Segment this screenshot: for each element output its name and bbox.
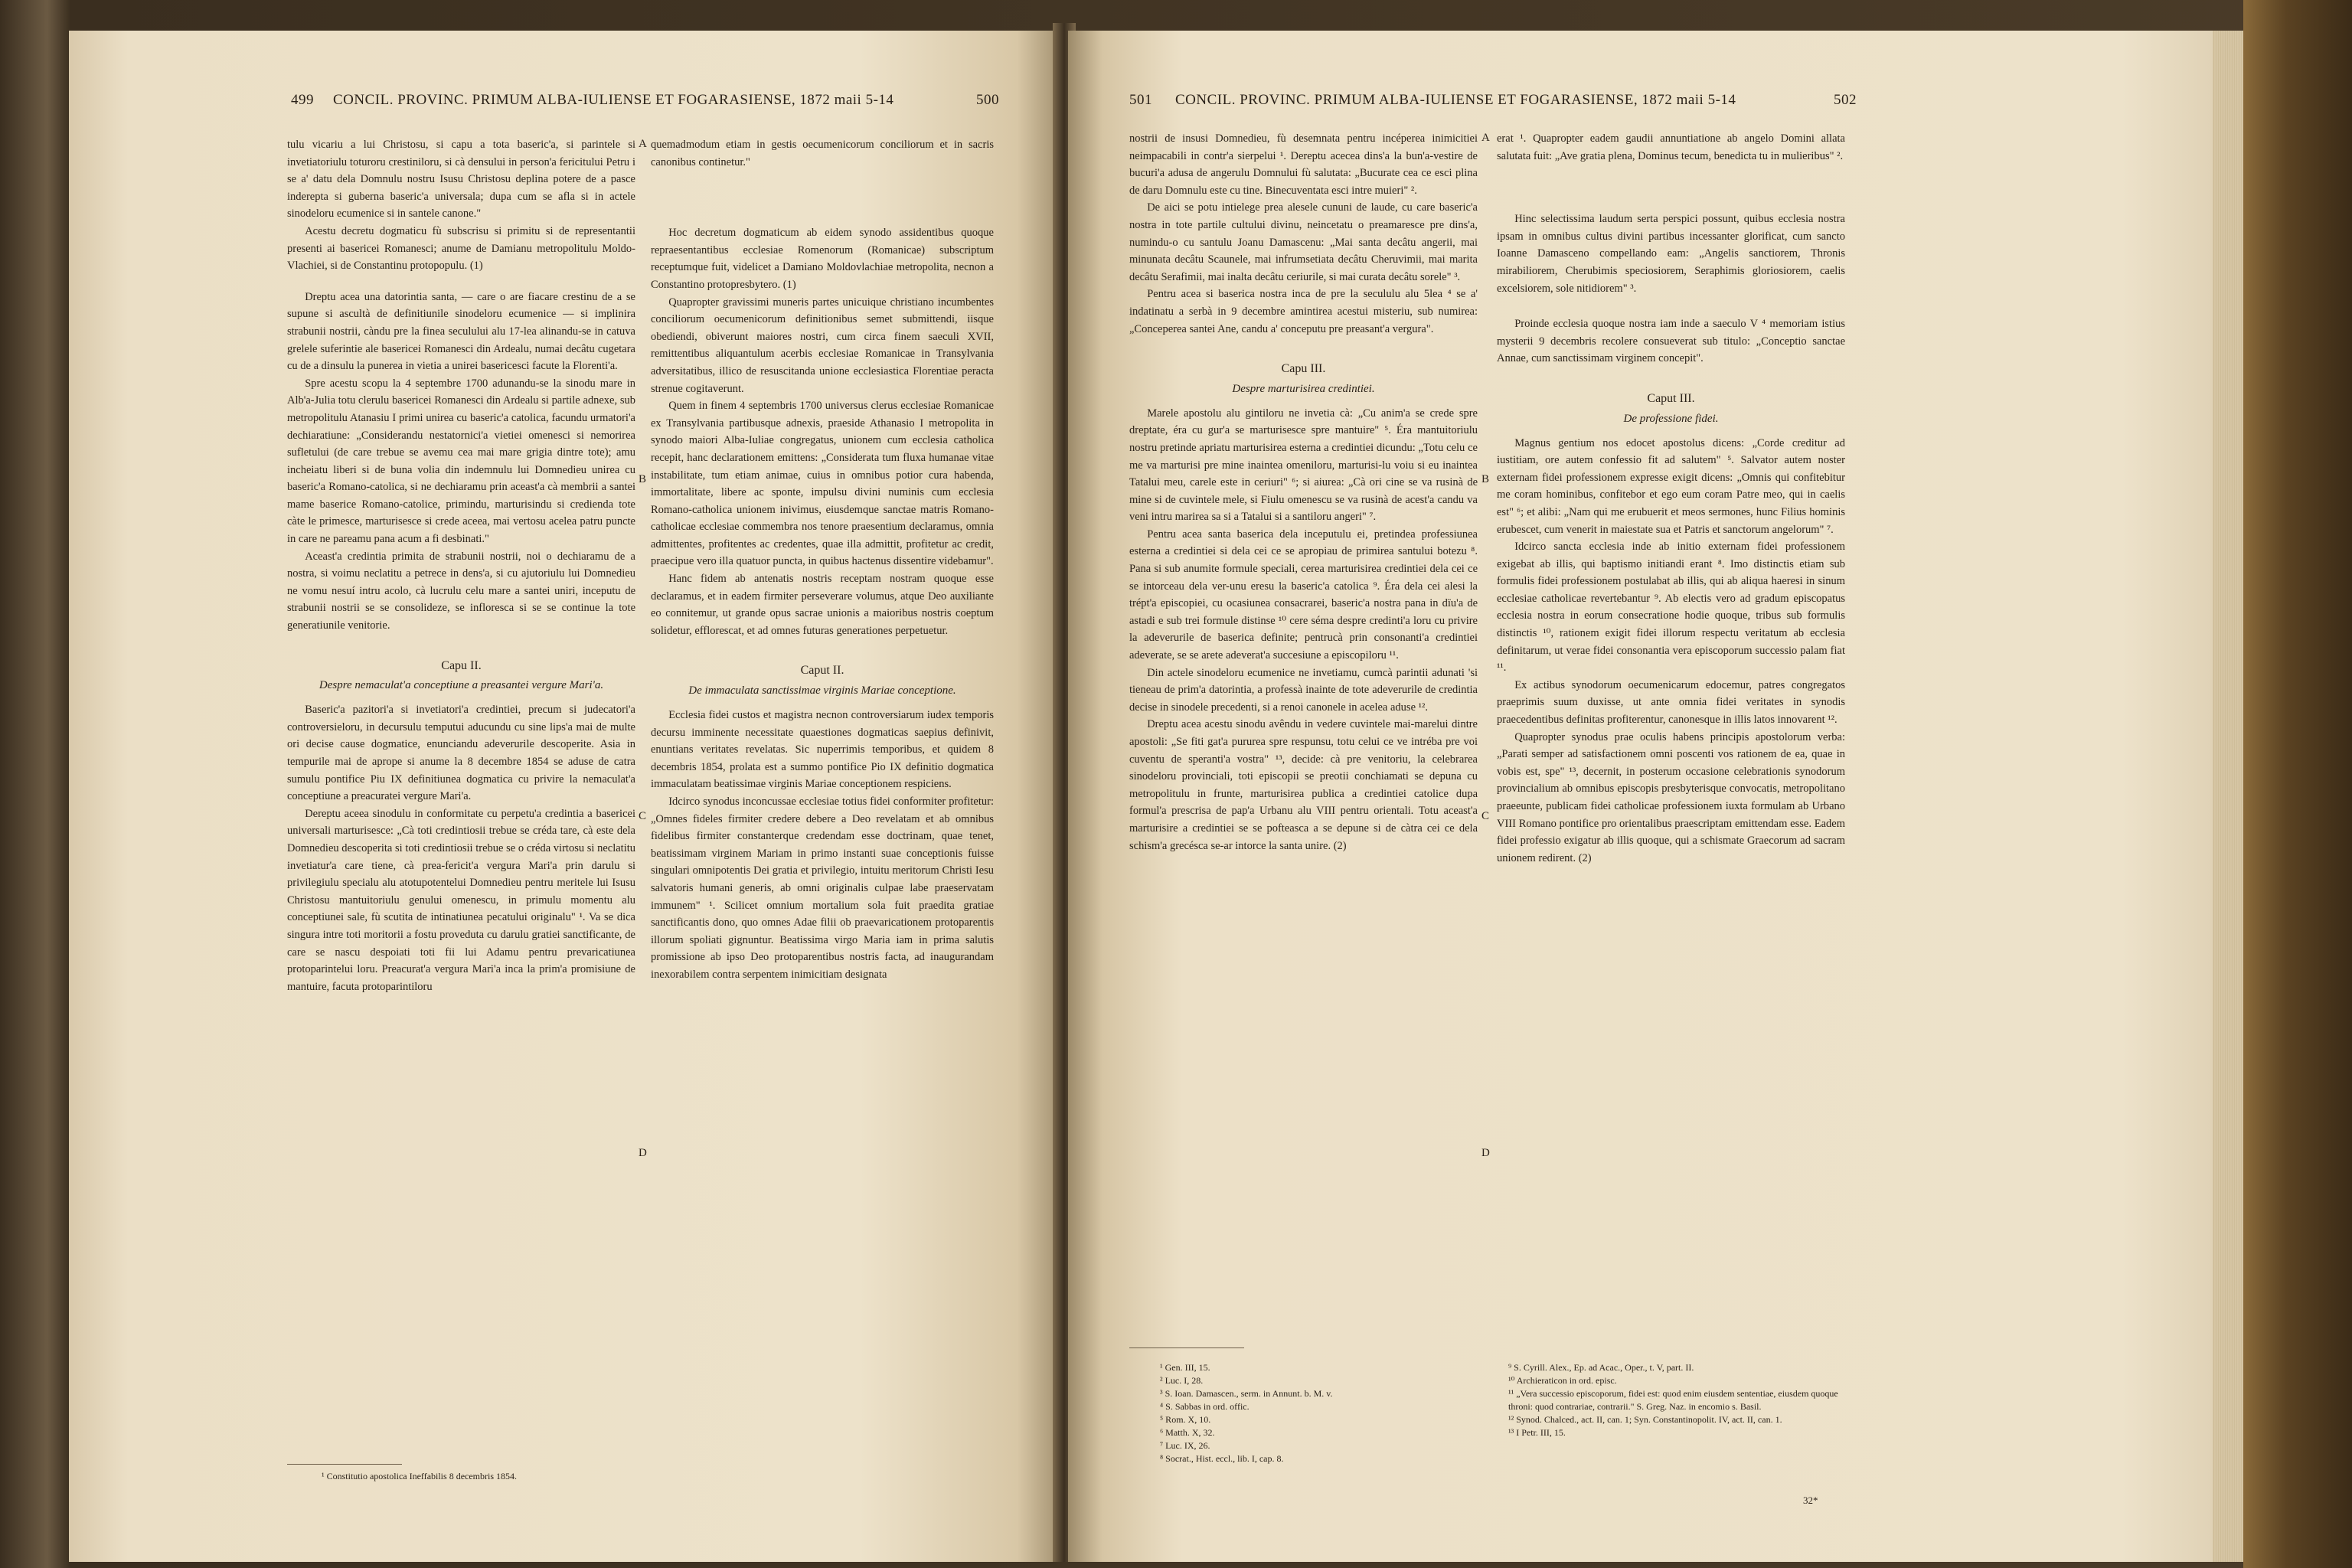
page-number-502: 502	[1834, 92, 1857, 108]
left-page	[69, 31, 1057, 1562]
chapter-subtitle: Despre nemaculat'a conceptiune a preasantei vergure Mari'a.	[318, 679, 604, 692]
footnote: ⁹ S. Cyrill. Alex., Ep. ad Acac., Oper., t. V, part. II.	[1508, 1362, 1694, 1373]
paragraph: Dreptu acea acestu sinodu avêndu in vedere cuvintele mai-marelui dintre apostoli: „Se fiti gat'a pururea spre respunsu, totu celui ce ve intréba pre voi cuventu de speranti'a vostra" ¹³, decide: cà pre venitoriu, la celebrarea sinodeloru provinciali, toti episcopii se preotii conchiamati se depuna cu metropolitulu in frunte, marturisirea publica a credintiei catolice dupa formul'a prescrisa de pap'a Urbanu alu VIII pentru orientali. Totu aceast'a marturisire a credintiei se se pofteasca a se depune si de càtra cei ce dela schism'a grecésca se-ar intorce la santa unire. (2)	[1129, 718, 1478, 852]
left-latin-column	[651, 136, 994, 984]
paragraph: erat ¹. Quapropter eadem gaudii annuntiatione ab angelo Domini allata salutata fuit: „Ave gratia plena, Dominus tecum, benedicta tu in mulieribus" ².	[1497, 132, 1845, 162]
footnote: ⁶ Matth. X, 32.	[1160, 1427, 1215, 1438]
paragraph: Spre acestu scopu la 4 septembre 1700 adunandu-se la sinodu mare in Alb'a-Julia totu clerulu basericei Romanesci din Ardealu si partile adnexe, sub metropolitulu Atanasiu I primi unirea cu baseric'a catolica, facundu urmatori'a dechiaratiune: „Considerandu nestatornici'a vietiei omenesci si nemorirea sufletului (de care trebue se avemu cea mai mare grigia dintre tote); amu incheiatu liberi si de buna volia din indemnulu lui Domnedieu unirea cu baseric'a Romano-catolica, si ne dechiaramu prin aceast'a cà membrii a santei mame baserice Romano-catolice, primindu, marturisindu si credienda tote càte le primesce, marturisesce si crede aceea, mai vertosu acelea patru puncte in care ne pareamu pana acum a fi desbinati."	[287, 377, 635, 546]
footnote: ¹⁰ Archieraticon in ord. episc.	[1508, 1375, 1617, 1386]
margin-marker-c: C	[639, 810, 647, 822]
running-title: CONCIL. PROVINC. PRIMUM ALBA-IULIENSE ET FOGARASIENSE, 1872 maii 5-14	[333, 92, 894, 108]
footnote: ¹ Constitutio apostolica Ineffabilis 8 decembris 1854.	[322, 1471, 517, 1481]
paragraph: Pentru acea si baserica nostra inca de pre la secululu alu 5lea ⁴ se a' indatinatu a serbà in 9 decembre amintirea acestui misteriu, sub numirea: „Conceperea santei Ane, candu a' conceputu pre preasant'a vergura".	[1129, 288, 1478, 335]
paragraph: Ecclesia fidei custos et magistra necnon controversiarum iudex temporis decursu imminente necessitate quaestiones dogmaticas saepius definivit, enuntians veritates revelatas. Sic nuperrimis temporibus, et quidem 8 decembris 1854, prolata est a summo pontifice Pio IX definitio dogmatica immaculatam beatissimae virginis Mariae conceptionem respiciens.	[651, 709, 994, 791]
footnote: ⁵ Rom. X, 10.	[1160, 1414, 1211, 1425]
chapter-title: Capu III.	[1281, 362, 1326, 376]
footnote: ¹¹ „Vera successio episcoporum, fidei est: quod enim eiusdem sententiae, eiusdem quoque throni: quod contrariae, contrarii." S. Greg. Naz. in encomio s. Basil.	[1508, 1388, 1838, 1412]
footnote: ⁸ Socrat., Hist. eccl., lib. I, cap. 8.	[1160, 1453, 1284, 1464]
page-edges	[2213, 31, 2243, 1562]
paragraph: Magnus gentium nos edocet apostolus dicens: „Corde creditur ad iustitiam, ore autem confessio fit ad salutem" ⁵. Salvator autem noster externam fidei professionem expresse exigit dicens: „Omnis qui confitebitur me coram hominibus, confitebor et ego eum coram Patre meo, qui in caelis est" ⁶; et alibi: „Nam qui me erubuerit et meos sermones, hunc Filius hominis erubescet, cum venerit in maiestate sua et Patris et sanctorum angelorum" ⁷.	[1497, 436, 1845, 536]
running-title: CONCIL. PROVINC. PRIMUM ALBA-IULIENSE ET FOGARASIENSE, 1872 maii 5-14	[1175, 92, 1736, 108]
paragraph: tulu vicariu a lui Christosu, si capu a tota baseric'a, si parintele si invetiatoriulu toturoru crestiniloru, si cà densului in person'a fericitului Petru i se a' datu dela Domnulu nostru Isusu Christosu deplina potere de a pasce inderepta si guberna baseric'a universala; dupa cum se afla si in actele sinodeloru ecumenice si in santele canone."	[287, 139, 635, 220]
paragraph: Acestu decretu dogmaticu fù subscrisu si primitu si de representantii presenti ai basericei Romanesci; anume de Damianu metropolitulu Moldo-Vlachiei, si de Constantinu protopopulu. (1)	[287, 224, 635, 273]
margin-marker-b: B	[639, 473, 647, 485]
margin-marker-b: B	[1481, 473, 1490, 485]
paragraph: Quapropter synodus prae oculis habens principis apostolorum verba: „Parati semper ad satisfactionem omni poscenti vos rationem de ea, quae in vobis est, spe" ¹³, decernit, in posterum occasione celebrationis synodorum provincialium ab omnibus episcopis presbyterisque convocatis, metropolitano praeeunte, publicam fidei catholicae professionem iuxta formulam ab Urbano VIII Romano pontifice pro orientalibus praescriptam emittendam esse. Eadem fidei professio exigatur ab illis quoque, qui a schismate Graecorum ad sacram unionem redirent. (2)	[1497, 730, 1845, 864]
right-page	[1068, 31, 2213, 1562]
paragraph: Aceast'a credintia primita de strabunii nostrii, noi o dechiaramu de a nostra, si voimu neclatitu a petrece in dens'a, si cu ajutoriulu lui Domnedieu ne vomu nesuí intru acolo, cà lucrulu celu mare a santei uniri, inceputu de strabunii nostrii se se consolideze, se infloresca si se se continue la tote generatiunile venitorie.	[287, 550, 635, 632]
chapter-subtitle: De immaculata sanctissimae virginis Mariae conceptione.	[688, 684, 956, 697]
paragraph: Din actele sinodeloru ecumenice ne invetiamu, cumcà parintii adunati 'si tieneau de prim'a datorintia, a professà inainte de tote adeverurile de credintia decise in sinodele precedenti, si a renoi canonele in acelea aduse ¹².	[1129, 666, 1478, 714]
margin-marker-c: C	[1481, 810, 1490, 822]
footnote: ² Luc. I, 28.	[1160, 1375, 1204, 1386]
paragraph: De aici se potu intielege prea alesele cununi de laude, cu care baseric'a nostra in tote partile cultului divinu, neincetatu o preamaresce pre dins'a, numindu-o cu santulu Joanu Damascenu: „Mai santa decâtu angerii, mai minunata decâtu Scaunele, mai infrumsetiata decâtu Cheruvimii, mai marita decâtu Serafimii, mai inalta decâtu ceriurile, si mai curata decâtu sorele" ³.	[1129, 201, 1478, 283]
signature-mark: 32*	[1803, 1494, 1818, 1506]
footnote: ⁷ Luc. IX, 26.	[1160, 1440, 1210, 1451]
paragraph: Dreptu acea una datorintia santa, — care o are fiacare crestinu de a se supune si ascultà de definitiunile sinodeloru ecumenice — si implinira strabunii nostrii, càndu pre la finea seculului alu 17-lea alinandu-se in catuva grelele suferintie ale basericei Romanesci din Ardealu, numai decâtu cugetara cu de a dinsulu la punerea in vietia a unirei basericesci facute la Florenti'a.	[287, 290, 635, 373]
paragraph: Hinc selectissima laudum serta perspici possunt, quibus ecclesia nostra ipsam in omnibus cultus divini partibus incessanter glorificat, cum sancto Ioanne Damasceno compellando eam: „Angelis sanctiorem, Thronis mirabiliorem, Cherubimis speciosiorem, Seraphimis gloriosiorem, caelis excelsiorem, sole nitidiorem" ³.	[1497, 213, 1845, 295]
footnote: ¹ Gen. III, 15.	[1160, 1362, 1210, 1373]
footnote: ¹³ I Petr. III, 15.	[1508, 1427, 1566, 1438]
left-romanian-column	[287, 136, 635, 995]
margin-marker-a: A	[639, 138, 647, 150]
chapter-subtitle: De professione fidei.	[1623, 412, 1719, 425]
paragraph: Hanc fidem ab antenatis nostris receptam nostram quoque esse declaramus, et in eadem firmiter perseverare volumus, atque Deo auxiliante eo connitemur, ut grande opus sacrae unionis a maioribus nostris coeptum solidetur, efflorescat, et ad omnes futuras generationes perpetuetur.	[651, 573, 994, 637]
footnotes-left	[1160, 1361, 1332, 1465]
paragraph: Idcirco sancta ecclesia inde ab initio externam fidei professionem exigebat ab illis, qui baptismo initiandi erant ⁸. Imo distinctis etiam sub formulis fidei professionem postulabat ab illis, qui ab aliqua haeresi in sinum ecclesiae catholicae revertebantur ⁹. Ab electis vero ad gradum episcopatus ecclesia nostra in eorum consecratione hodie quoque, tribus sub formulis distinctis ¹⁰, rationem exigit fidei illorum respectu veritatum ab ecclesia definitarum, ut verae fidei consonantia vera episcoporum successio palam fiat ¹¹.	[1497, 541, 1845, 675]
footnotes-right	[1508, 1361, 1845, 1439]
chapter-title: Caput II.	[800, 664, 844, 678]
paragraph: Quapropter gravissimi muneris partes unicuique christiano incumbentes conciliorum oecumenicorum definitionibus semet submittendi, iisque obediendi, obiverunt maiores nostri, cum circa finem saeculi XVII, remittentibus aliquantulum acerbis ecclesiae Romanicae in Transylvania adversitatibus, illico de resuscitanda unione ecclesiastica Florentiae peracta strenue cogitaverunt.	[651, 296, 994, 395]
paragraph: Hoc decretum dogmaticum ab eidem synodo assidentibus quoque repraesentantibus ecclesiae Romenorum (Romanicae) subscriptum receptumque fuit, videlicet a Damiano Moldovlachiae metropolita, necnon a Constantino protopresbytero. (1)	[651, 227, 994, 291]
margin-marker-a: A	[1481, 132, 1490, 144]
chapter-title: Caput III.	[1647, 391, 1695, 405]
paragraph: Ex actibus synodorum oecumenicarum edocemur, patres congregatos praeprimis suum duxisse, ut ante omnia fidei veritates in synodis praecedentibus definitas profiterentur, canonesque in illis latos innovarent ¹².	[1497, 678, 1845, 727]
page-number-499: 499	[291, 92, 314, 108]
footnotes	[322, 1470, 517, 1483]
paragraph: nostrii de insusi Domnedieu, fù desemnata pentru incéperea inimicitiei neimpacabili in contr'a sierpelui ¹. Dereptu acecea dins'a la bun'a-vestire de bucuri'a adusa de angerulu Domnului fù salutata: „Bucurate cea ce esci plina de daru Domnulu este cu tine. Binecuventata esci intre muieri" ².	[1129, 132, 1478, 197]
chapter-subtitle: Despre marturisirea credintiei.	[1232, 382, 1375, 395]
book-cover-edge	[2243, 0, 2352, 1568]
page-number-500: 500	[976, 92, 999, 108]
paragraph: Baseric'a pazitori'a si invetiatori'a credintiei, precum si judecatori'a controversieloru, in decursulu temputui aducundu cu sine lips'a mai de multe ori decise cause dogmatice, enunciandu adeverurile descoperite. Asia in tempurile mai de aprope si anume la 8 decembre 1854 se aduse de catra sumulu pontifice Piu IX definitiunea dogmatica cu privire la nemaculat'a conceptiune a preacuratei vergure Mari'a.	[287, 704, 635, 803]
page-number-501: 501	[1129, 92, 1152, 108]
paragraph: Proinde ecclesia quoque nostra iam inde a saeculo V ⁴ memoriam istius mysterii 9 decembris recolere consueverat sub titulo: „Conceptio sanctae Annae, cum sanctissimam virginem concepit".	[1497, 318, 1845, 365]
footnote: ³ S. Ioan. Damascen., serm. in Annunt. b. M. v.	[1160, 1388, 1333, 1399]
right-latin-column	[1497, 130, 1845, 867]
paragraph: Quem in finem 4 septembris 1700 universus clerus ecclesiae Romanicae ex Transylvania partibusque adnexis, praeside Athanasio I metropolita in synodo maiori Alba-Iuliae congregatus, unionem cum ecclesia catholica recepit, hanc declarationem emittens: „Considerata tum fluxa humanae vitae instabilitate, tum etiam animae, cuius in omnibus potior cura habenda, immortalitate, libere ac sponte, impulsu divini numinis cum ecclesia Romano-catholica unionem inivimus, eiusdemque sanctae matris Romano-catholicae ecclesiae commembra nos tenore praesentium declaramus, omnia admittentes, profitentes ac credentes, quae illa admittit, profitetur ac credit, praecipue vero illa quatuor puncta, in quibus hactenus dissentire videbamur".	[651, 400, 994, 568]
paragraph: Dereptu aceea sinodulu in conformitate cu perpetu'a credintia a basericei universali marturisesce: „Cà toti credintiosii trebue se créda tare, cà este dela Domnedieu descoperita si toti credintiosii trebue se o créda virtosu si neclatitu invetiatur'a care tiene, cà prea-fericit'a vergura Mari'a prin darulu si privilegiulu specialu alu atotupotentelui Domnedieu pentru meritele lui Isusu Christosu mantuitoriulu genului omenescu, in primulu momentu alu conceptiunei sale, fù scutita de intinatiunea pecatului originalu" ¹. Va se dica singura intre toti moritorii a fostu proveduta cu darulu gratiei sanctificante, de care se nascu despoiati toti fii lui Adamu pentru prevaricatiunea protoparintelui loru. Preacurat'a vergura Mari'a inca la prim'a promisiune de mantuire, facuta protoparintiloru	[287, 807, 635, 993]
footnote: ¹² Synod. Chalced., act. II, can. 1; Syn. Constantinopolit. IV, act. II, can. 1.	[1508, 1414, 1782, 1425]
chapter-title: Capu II.	[441, 658, 482, 672]
paragraph: quemadmodum etiam in gestis oecumenicorum conciliorum et in sacris canonibus continetur."	[651, 139, 994, 168]
paragraph: Idcirco synodus inconcussae ecclesiae totius fidei conformiter profitetur: „Omnes fideles firmiter credere debere a Deo revelatam et ab omnibus fidelibus firmiter constanterque credendam esse doctrinam, quae tenet, beatissimam virginem Mariam in primo instanti suae conceptionis fuisse singulari omnipotentis Dei gratia et privilegio, intuitu meritorum Christi Iesu salvatoris humani generis, ab omni originalis culpae labe praeservatam immunem" ¹. Scilicet omnium mortalium sola fuit praedita gratiae sanctificantis dono, quo omnes Adae filii ob praevaricationem protoparentis illorum spoliati gignuntur. Beatissima virgo Maria iam in prima salutis promissione ab ipso Deo protoparentibus nostris facta, ad inaugurandam inexorabilem contra serpentem inimicitiam designata	[651, 795, 994, 981]
right-romanian-column	[1129, 130, 1478, 854]
paragraph: Marele apostolu alu gintiloru ne invetia cà: „Cu anim'a se crede spre dreptate, éra cu gur'a se marturisesce spre mantuire" ⁵. Éra mantuitoriulu nostru pretinde apriatu marturisirea esterna a credintiei dicundu: „Totu celu ce me va marturisi pre mine inaintea omeniloru, marturisi-lu voiu si eu inaintea Tatalui meu, carele este in ceriuri" ⁶; si aiurea: „Cà ori cine se va rusinà de mine si de cuvintele mele, si Fiulu omenescu se va rusinà de acest'a candu va veni intru marirea sa si a Tatalui si a santiloru angeri" ⁷.	[1129, 407, 1478, 524]
footnote: ⁴ S. Sabbas in ord. offic.	[1160, 1401, 1250, 1412]
paragraph: Pentru acea santa baserica dela inceputulu ei, pretindea professiunea esterna a credintiei si dela cei ce se apropiau de primirea santului botezu ⁸. Pana si sub anumite formule speciali, cerea marturisirea credintiei dela cei ce se intorceau dela ver-unu eresu la baseric'a catolica ⁹. Éra dela cei alesi la trépt'a episcopiei, cu ocasiunea consacrarei, baseric'a nostra pana in dïu'a de astadi e sub trei formule distinse ¹⁰ cere séma despre credinti'a loru cu privire la adeverurile de baserica definite; pentrucà prin consonanti'a credintiei adeverate, se se arete adeverat'a succesiune a episcopiloru ¹¹.	[1129, 528, 1478, 662]
footnote-rule	[287, 1464, 402, 1465]
margin-marker-d: D	[1481, 1147, 1490, 1159]
margin-marker-d: D	[639, 1147, 647, 1159]
